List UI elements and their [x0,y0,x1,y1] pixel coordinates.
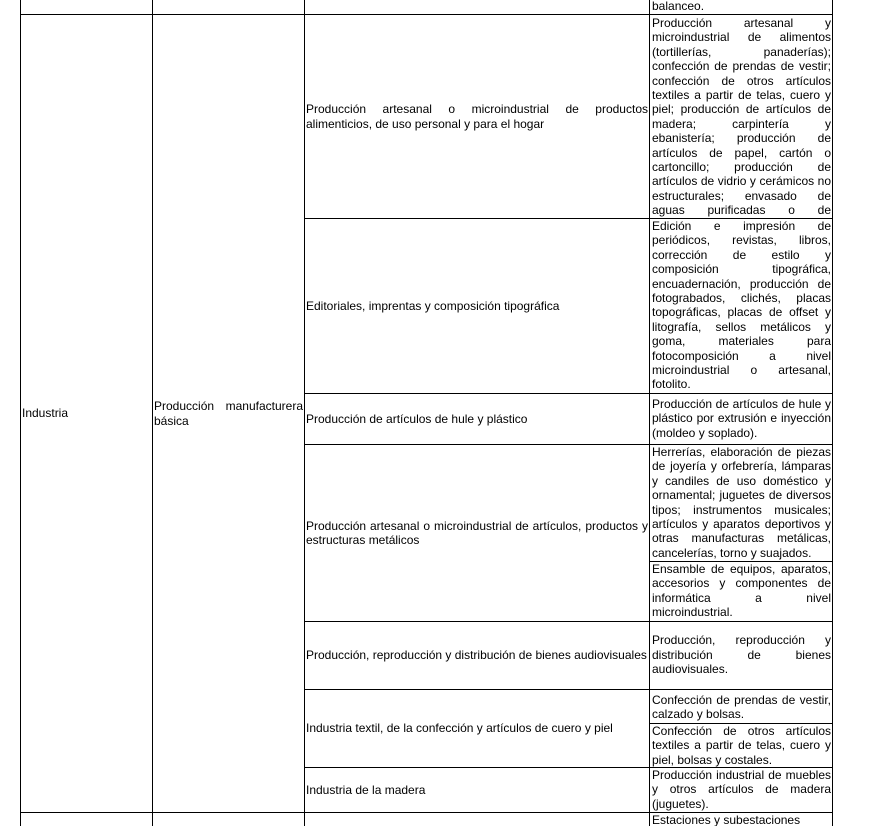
group-name: Producción de artículos de hule y plástico [306,411,528,426]
activity-cell [649,397,832,444]
sector-cell [20,15,152,812]
subsector-cell [152,15,304,812]
group-name-cell [304,15,649,218]
group-name: Producción, reproducción y distribución de bienes audiovisuales [306,648,647,663]
sector-label: Industria [22,406,69,421]
activity-text: Producción de artículos de hule y plástico por extrusión e inyección (moldeo y soplado). [652,397,831,440]
group-name: Producción artesanal o microindustrial de productos alimenticios, de uso personal y para el hogar [306,102,648,131]
group-name-cell [304,690,649,767]
activity-cell [649,724,832,767]
activity-text: Estaciones y subestaciones [652,813,801,826]
group-name: Industria textil, de la confección y artículos de cuero y piel [306,721,613,736]
activity-text: Producción, reproducción y distribución de bienes audiovisuales. [652,633,831,677]
activity-cell [649,562,832,621]
activity-text: balanceo. [652,0,705,13]
activity-text: Confección de otros artículos textiles a partir de telas, cuero y piel, bolsas y costales. [652,724,831,767]
activity-cell [649,691,832,723]
activity-text: Edición e impresión de periódicos, revistas, libros, corrección de estilo y composición tipográfica, encuadernación, producción de fotograbados, clichés, placas topográficas, placas de offset y litografía, sellos metálicos y goma, materiales para fotocomposición a nivel microindustrial o artesanal, fotolito. [652,219,831,392]
activity-cell [649,626,832,684]
activity-cell [649,16,832,218]
subsector-label: Producción manufacturera básica [154,399,303,428]
previous-row-fragment [649,0,832,14]
group-name: Industria de la madera [306,782,426,797]
activity-text: Herrerías, elaboración de piezas de joyería y orfebrería, lámparas y candiles de uso doméstico y ornamental; juguetes de diversos tipos; instrumentos musicales; artículos y aparatos deportivos y otras manufacturas metálicas, cancelerías, torno y suajados. [652,445,831,560]
group-name-cell [304,394,649,444]
activity-text: Ensamble de equipos, aparatos, accesorios y componentes de informática a nivel microindustrial. [652,562,831,620]
group-name-cell [304,622,649,689]
activity-cell [649,768,832,812]
group-name: Producción artesanal o microindustrial de artículos, productos y estructuras metálicos [306,518,648,547]
activity-text: Confección de prendas de vestir, calzado y bolsas. [652,692,831,721]
activity-text: Producción industrial de muebles y otros artículos de madera (juguetes). [652,768,831,811]
activity-cell [649,219,832,393]
group-name-cell [304,445,649,621]
group-name: Editoriales, imprentas y composición tipográfica [306,298,560,313]
next-row-fragment [649,813,832,826]
activity-cell [649,445,832,561]
group-name-cell [304,768,649,812]
column-rule [832,0,833,826]
group-name-cell [304,219,649,393]
activity-text: Producción artesanal y microindustrial de alimentos (tortillerías, panaderías); confección de prendas de vestir; confección de otros artículos textiles a partir de telas, cuero y piel; producción de artículos de madera; carpintería y ebanistería; producción de artículos de papel, cartón o cartoncillo; producción de artículos de vidrio y cerámicos no estructurales; envasado de aguas purificadas o de [652,16,831,218]
